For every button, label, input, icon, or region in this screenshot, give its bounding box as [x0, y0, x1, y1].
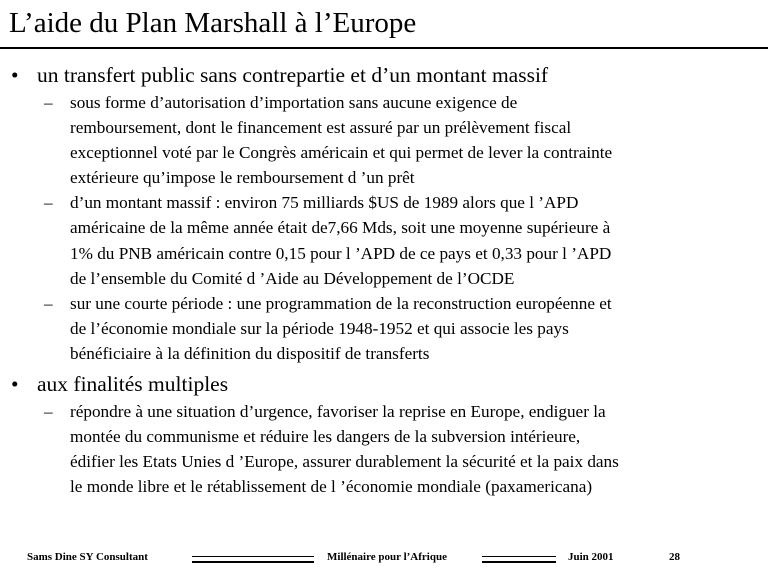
dash-marker: –: [44, 293, 53, 313]
sub-item-montant-massif: [0, 190, 760, 290]
text-line: le monde libre et le rétablissement de l ’économie mondiale (paxamericana): [70, 477, 593, 497]
slide-title: L’aide du Plan Marshall à l’Europe: [9, 7, 417, 39]
text-line: montée du communisme et réduire les dangers de la subversion intérieure,: [70, 427, 581, 447]
text-line: 1% du PNB américain contre 0,15 pour l ’APD de ce pays et 0,33 pour l ’APD: [70, 243, 612, 263]
footer-event: Millénaire pour l’Afrique: [327, 551, 447, 563]
bullet-finalites-multiples: [0, 371, 768, 397]
title-divider: [0, 47, 768, 49]
dash-marker: –: [44, 402, 53, 422]
bullet-marker: •: [11, 372, 19, 397]
bullet-transfert-public: [0, 62, 768, 88]
text-line: extérieure qu’impose le remboursement d ’un prêt: [70, 168, 415, 188]
text-line: américaine de la même année était de7,66 Mds, soit une moyenne supérieure à: [70, 218, 611, 238]
text-line: sur une courte période : une programmation de la reconstruction européenne et: [70, 293, 612, 313]
bullet-marker: •: [11, 63, 19, 87]
footer-date: Juin 2001: [568, 551, 614, 563]
text-line: bénéficiaire à la définition du dispositif de transferts: [70, 343, 430, 363]
footer-page-number: 28: [669, 551, 680, 563]
slide-footer: [0, 551, 768, 567]
slide-body: [0, 62, 768, 499]
text-line: de l’ensemble du Comité d ’Aide au Développement de l’OCDE: [70, 268, 515, 288]
text-line: de l’économie mondiale sur la période 1948-1952 et qui associe les pays: [70, 318, 569, 338]
text-line: sous forme d’autorisation d’importation sans aucune exigence de: [70, 93, 518, 112]
footer-author: Sams Dine SY Consultant: [27, 551, 148, 563]
text-line: édifier les Etats Unies d ’Europe, assurer durablement la sécurité et la paix dans: [70, 452, 619, 472]
sub-item-autorisation-importation: [0, 90, 760, 190]
bullet-text: aux finalités multiples: [37, 372, 229, 397]
text-line: d’un montant massif : environ 75 milliards $US de 1989 alors que l ’APD: [70, 193, 579, 213]
text-line: remboursement, dont le financement est assuré par un prélèvement fiscal: [70, 118, 572, 138]
footer-rule: [482, 556, 556, 563]
dash-marker: –: [44, 93, 53, 112]
sub-item-courte-periode: [0, 291, 760, 366]
text-line: exceptionnel voté par le Congrès américain et qui permet de lever la contrainte: [70, 143, 613, 163]
footer-rule: [192, 556, 314, 563]
sub-item-situation-urgence: [0, 399, 760, 499]
bullet-text: un transfert public sans contrepartie et d’un montant massif: [37, 63, 549, 87]
dash-marker: –: [44, 193, 53, 213]
text-line: répondre à une situation d’urgence, favoriser la reprise en Europe, endiguer la: [70, 402, 606, 422]
